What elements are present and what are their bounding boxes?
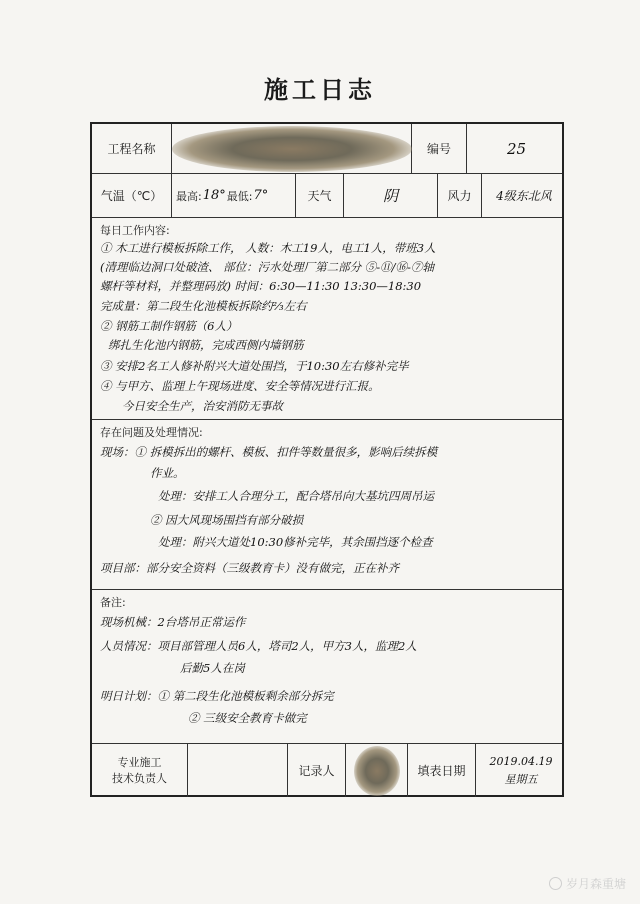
notes-line: 后勤5人在岗 [180,661,245,675]
number-label: 编号 [412,124,467,173]
temp-high-value: 18° [202,188,226,203]
watermark-text: 岁月森重塘 [565,877,626,891]
temp-high-label: 最高: [176,189,202,203]
notes-label: 备注: [100,596,126,609]
issues-line: ② 因大风现场围挡有部分破损 [150,513,304,527]
watermark [549,875,626,892]
notes-section [92,590,562,744]
daily-work-line: ④ 与甲方、监理上午现场进度、安全等情况进行汇报。 [100,379,380,393]
daily-work-line: 完成量：第二段生化池模板拆除约⅔左右 [100,299,307,313]
temp-range-cell [172,174,296,217]
daily-work-section [92,218,562,420]
notes-line: 现场机械：2台塔吊正常运作 [100,615,246,629]
daily-work-line: 螺杆等材料，并整理码放) 时间：6:30—11:30 13:30—18:30 [100,279,422,293]
wind-value: 4级东北风 [496,189,552,203]
daily-work-label: 每日工作内容: [100,224,170,237]
tech-lead-label-line2: 技术负责人 [112,771,167,785]
recorder-label: 记录人 [288,744,346,797]
number-value: 25 [506,139,527,158]
issues-line: 作业。 [150,466,185,480]
weather-label: 天气 [296,174,344,217]
daily-work-line: 绑扎生化池内钢筋，完成西侧内墙钢筋 [108,338,304,352]
temp-low-value: 7° [253,188,269,203]
issues-line: 处理：附兴大道处10:30修补完毕，其余围挡逐个检查 [158,535,433,549]
wind-label: 风力 [438,174,482,217]
notes-line: ② 三级安全教育卡做完 [188,711,307,725]
weather-value: 阴 [344,174,438,217]
issues-line: 处理：安排工人合理分工，配合塔吊向大基坑四周吊运 [158,489,434,503]
tech-lead-label-line1: 专业施工 [117,755,162,769]
daily-work-line: 今日安全生产，治安消防无事故 [122,399,283,413]
tech-lead-label [92,744,188,797]
weekday-value: 星期五 [504,772,538,786]
temp-low-label: 最低: [226,189,253,203]
project-name-cell [172,124,412,173]
daily-work-line: ② 钢筋工制作钢筋（6人） [100,319,238,333]
date-cell [476,744,566,797]
date-label: 填表日期 [408,744,476,797]
issues-line: 现场：① 拆模拆出的螺杆、模板、扣件等数量很多，影响后续拆模 [100,445,438,459]
redacted-project-name [172,126,412,172]
issues-label: 存在问题及处理情况: [100,426,203,439]
page-title: 施工日志 [264,76,376,104]
tech-lead-signature-cell [188,744,288,797]
redacted-recorder-signature [354,746,400,796]
issues-line: 项目部：部分安全资料（三级教育卡）没有做完，正在补齐 [100,561,399,575]
notes-line: 人员情况：项目部管理人员6人，塔司2人，甲方3人，监理2人 [100,639,417,653]
project-row [92,124,562,174]
issues-section [92,420,562,590]
project-label: 工程名称 [92,124,172,173]
daily-work-line: ③ 安排2名工人修补附兴大道处围挡，于10:30左右修补完毕 [100,359,409,373]
temp-label: 气温（℃） [92,174,172,217]
recorder-signature-cell [346,744,408,797]
notes-line: 明日计划：① 第二段生化池模板剩余部分拆完 [100,689,334,703]
daily-work-line: (清理临边洞口处破渣、 部位：污水处理厂第二部分 ⑤-⑪/⑯-⑦轴 [100,260,434,274]
weather-row [92,174,562,218]
watermark-icon [549,877,562,890]
date-value: 2019.04.19 [489,754,553,768]
signature-row [92,744,562,797]
daily-work-line: ① 木工进行模板拆除工作， 人数：木工19人，电工1人，带班3人 [100,241,436,255]
log-table [90,122,564,797]
